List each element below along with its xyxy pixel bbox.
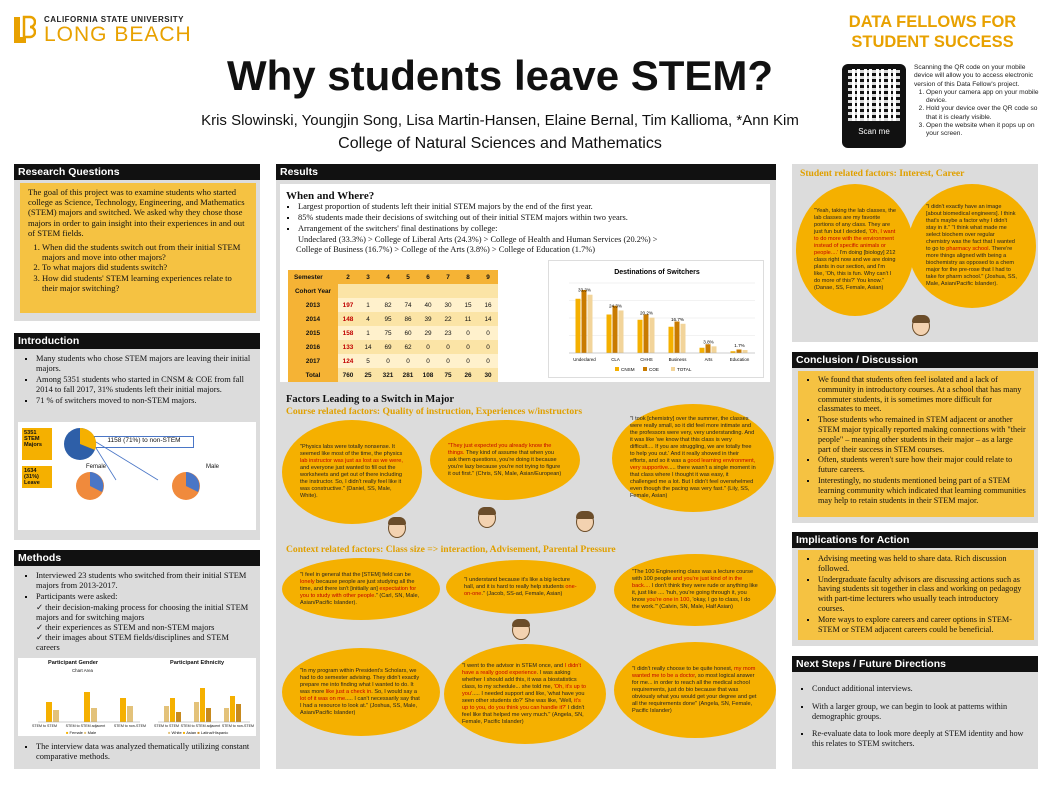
next-step-bullet: ▪ With a larger group, we can begin to look at patterns within demographic groups. [812, 702, 1032, 722]
gender-chart-title: Participant Gender [48, 660, 99, 666]
conclusion-bullet: ▪ We found that students often feel isolated and a lack of community in introductory courses. At a school that has many commuter students, it is sometimes more difficult for classmates to meet. [818, 375, 1026, 414]
table-cell: 95 [378, 312, 398, 326]
table-row-label: 2017 [288, 354, 338, 368]
chart-bar [644, 315, 649, 354]
ethnicity-bar [236, 704, 241, 722]
factors-title: Factors Leading to a Switch in Major [286, 394, 454, 405]
chart-bar [588, 295, 593, 353]
table-row-label: 2016 [288, 340, 338, 354]
chart-category-label: CLA [611, 357, 620, 362]
chart-legend-swatch [671, 367, 675, 371]
table-row-label: 2013 [288, 298, 338, 312]
logo-bottom-text: LONG BEACH [44, 22, 192, 46]
quote-text: "I understand because it's like a big lecture hall, and it is hard to really help students one-on-one." (Jacob, SS-ad, Female, Asian) [464, 576, 577, 597]
table-row-label: 2015 [288, 326, 338, 340]
ethnicity-chart-title: Participant Ethnicity [170, 660, 225, 666]
student-face-icon [512, 620, 530, 640]
fig-connector [96, 442, 158, 480]
qr-step: 1. Open your camera app on your mobile device. [926, 89, 1046, 106]
table-cell: 39 [418, 312, 438, 326]
table-cell: 74 [398, 298, 418, 312]
table-cell: 197 [338, 298, 358, 312]
table-row [288, 326, 498, 340]
table-row [288, 340, 498, 354]
destinations-chart-svg [549, 261, 765, 379]
qr-intro: Scanning the QR code on your mobile device will allow you to access electronic version of this Data Fellow's project. [914, 64, 1034, 88]
table-cell: 108 [418, 368, 438, 382]
gender-cat: STEM to STEM [32, 724, 57, 728]
next-steps-text [800, 684, 1032, 750]
methods-final [24, 742, 254, 763]
authors: Kris Slowinski, Youngjin Song, Lisa Martin-Hansen, Elaine Bernal, Tim Kallioma, *Ann Kim [201, 112, 799, 129]
introduction-figure [18, 422, 256, 530]
table-cell: 0 [438, 340, 458, 354]
chart-data-label: 33.3% [577, 287, 592, 293]
gender-bar [84, 692, 90, 722]
gender-bar [46, 702, 52, 722]
chart-bar [675, 322, 680, 354]
qr-code[interactable] [842, 64, 906, 148]
chart-data-label: 16.7% [670, 316, 685, 322]
conclusion-bullet: ▪ Interestingly, no students mentioned being part of a STEM learning community which indicated that learning communities may help to retain students in their STEM major. [818, 476, 1026, 505]
chart-bar [700, 348, 705, 353]
table-cell: 0 [438, 354, 458, 368]
gender-bar [127, 706, 133, 722]
table-cell: 0 [478, 354, 498, 368]
table-cell: 75 [438, 368, 458, 382]
ethnicity-legend: ■ White ■ Asian ■ Latina/Hispanic [168, 730, 229, 735]
chart-legend-swatch [615, 367, 619, 371]
methods-check: ✓ their experiences as STEM and non-STEM majors [36, 623, 215, 632]
quote-bubble [282, 648, 440, 736]
implications-bullet: ▪ Undergraduate faculty advisors are discussing actions such as having students sit together in class and working on pedagogy with part-time lecturers who usually teach introductory courses. [818, 575, 1026, 614]
college-name: College of Natural Sciences and Mathematics [338, 135, 662, 152]
next-steps-heading: Next Steps / Future Directions [792, 656, 1038, 672]
qr-step: 3. Open the website when it pops up on your screen. [926, 122, 1046, 139]
introduction-heading: Introduction [14, 333, 260, 349]
ethnicity-legend-item: Asian [186, 730, 197, 735]
table-cell: 16 [478, 298, 498, 312]
methods-charts [18, 658, 256, 736]
fig-female-label: Female [86, 464, 107, 470]
quote-bubble [614, 554, 776, 626]
chart-bar [638, 320, 643, 353]
chart-data-label: 20.2% [639, 310, 654, 316]
table-col-header: 5 [398, 270, 418, 284]
chart-bar [706, 344, 711, 353]
table-cell: 0 [478, 326, 498, 340]
gender-bar [91, 708, 97, 722]
table-cell: 133 [338, 340, 358, 354]
conclusion-bullet: ▪ Often, students weren't sure how their major could relate to future careers. [818, 455, 1026, 475]
chart-bar [619, 310, 624, 353]
gender-legend-item: Female [69, 730, 83, 735]
course-factors-subtitle: Course related factors: Quality of instruction, Experiences w/instructors [286, 406, 583, 417]
next-step-bullet: ▪ Conduct additional interviews. [812, 684, 1032, 694]
methods-check: ✓ their images about STEM fields/disciplines and STEM careers [36, 633, 229, 652]
student-face-icon [478, 508, 496, 528]
gender-cat-labels [32, 724, 146, 728]
table-cell: 148 [338, 312, 358, 326]
when-bullet: ▪ Largest proportion of students left their initial STEM majors by the end of the first year. [298, 202, 766, 212]
chart-legend-label: TOTAL [677, 367, 692, 372]
table-col-header: 8 [458, 270, 478, 284]
table-col-header: 6 [418, 270, 438, 284]
chart-category-label: Business [668, 357, 687, 362]
methods-check: ✓ their decision-making process for choosing the initial STEM majors and for switching majors [36, 603, 249, 622]
table-corner-top: Semester [294, 273, 323, 281]
conclusion-box [798, 371, 1034, 517]
table-row [288, 298, 498, 312]
lb-logo-icon [12, 15, 36, 45]
table-cell: 86 [398, 312, 418, 326]
table-row-label: 2014 [288, 312, 338, 326]
table-cell: 158 [338, 326, 358, 340]
chart-bar [613, 306, 618, 353]
quote-text: "In my program within President's Scholars, we had to do semester advising. They didn't exactly prepare me into finding what I wanted to do. It was more like just a check in. So, I would say a lot of it was on me..... I can't necessarily say that I had a resource to look at." (Joshua, SS, Male, Asian/Pacific Islander) [300, 667, 420, 716]
table-cell: 82 [378, 298, 398, 312]
chart-category-label: Undeclared [573, 357, 596, 362]
ethnicity-bar [164, 706, 169, 722]
table-cell: 281 [398, 368, 418, 382]
table-cell: 321 [378, 368, 398, 382]
methods-bullet: ▪ Participants were asked: [36, 592, 254, 602]
ethnicity-bar [200, 688, 205, 722]
semester-table [288, 270, 498, 382]
when-title: When and Where? [286, 190, 375, 202]
table-col-header: 9 [478, 270, 498, 284]
chart-bar [582, 290, 587, 353]
table-cell: 4 [358, 312, 378, 326]
ethnicity-legend-item: White [171, 730, 182, 735]
table-cell: 14 [358, 340, 378, 354]
fig-pies [18, 422, 256, 530]
dest-line: College of Business (16.7%) > College of the Arts (3.8%) > College of Education (1.7%) [296, 245, 596, 254]
data-fellows-title: DATA FELLOWS FOR STUDENT SUCCESS [848, 13, 1017, 51]
qr-label: Scan me [858, 127, 890, 136]
ethnicity-bar [224, 708, 229, 722]
conclusion-bullet: ▪ Those students who remained in STEM adjacent or another STEM major typically reported making connections with "their people" – meaning other students in their major – as a large part of their success in STEM courses. [818, 415, 1026, 454]
ethnicity-cat: STEM to STEM adjacent [180, 724, 221, 728]
ethnicity-bar [176, 712, 181, 722]
chart-bar [743, 350, 748, 353]
chart-bar [669, 327, 674, 353]
quote-bubble [612, 404, 774, 512]
table-cell: 69 [378, 340, 398, 354]
chart-legend-swatch [643, 367, 647, 371]
table-cell: 11 [458, 312, 478, 326]
table-corner [288, 270, 338, 284]
chart-category-label: CHHS [640, 357, 653, 362]
chart-bar [607, 315, 612, 354]
methods-bullet: ▪ Interviewed 23 students who switched from their initial STEM majors from 2013-2017. [36, 571, 254, 591]
when-text [286, 202, 766, 255]
table-cell: 0 [458, 340, 478, 354]
chart-bar [681, 324, 686, 353]
results-heading: Results [276, 164, 776, 180]
quote-text: "The 100 Engineering class was a lecture course with 100 people and you're just kind of in the back.... I don't think they were rude or anything like it, just like .... 'huh, you're going through it, you know you're one in 100, 'okay, I go to class, I do the work.'" (Calvin, SN, Male, Half Asian) [632, 569, 758, 610]
conclusion-heading: Conclusion / Discussion [792, 352, 1038, 368]
table-cell: 1 [358, 298, 378, 312]
chart-legend-label: CNSM [621, 367, 635, 372]
methods-heading: Methods [14, 550, 260, 566]
methods-check-text: their experiences as STEM and non-STEM majors [45, 623, 215, 632]
quote-bubble [446, 560, 596, 614]
ethnicity-bar [230, 696, 235, 722]
table-cell: 30 [478, 368, 498, 382]
ethnicity-bar [206, 708, 211, 722]
table-cell: 0 [458, 326, 478, 340]
table-cell: 40 [418, 298, 438, 312]
ethnicity-bar [194, 702, 199, 722]
methods-final-bullet: ▪ The interview data was analyzed thematically utilizing constant comparative methods. [36, 742, 254, 762]
chart-legend-label: COE [649, 367, 659, 372]
gender-bar [53, 710, 59, 722]
table-cell: 75 [378, 326, 398, 340]
quote-bubble [908, 184, 1036, 308]
qr-instructions [914, 64, 1046, 139]
quote-text: "I didn't really choose to be quite honest, my mom wanted me to be a doctor, so most logical answer for me... in order to reach all the medical school requirements, just do bio because that was obviously what you would get your degree and get all the requirements done" (Angela, SN, Female, Pacific Islander) [632, 665, 757, 714]
table-cell: 26 [458, 368, 478, 382]
fig-1158-label: 1158 (71%) to non-STEM [94, 436, 194, 448]
quote-text: "I feel in general that the [STEM] field can be lonely because people are just studying all the time, and there isn't [initially an] expectation for you to study with other people." (Carl, SN, Male, Asian/Pacific Islander). [300, 571, 420, 606]
implications-heading: Implications for Action [792, 532, 1038, 548]
research-intro: The goal of this project was to examine students who started college as Science, Technology, Engineering, and Mathematics (STEM) majors and switched. We asked why they chose those majors in order to gain insight into their experiences in and out of STEM fields. [28, 187, 245, 238]
quote-text: "Yeah, taking the lab classes, the lab classes are my favorite portions of any class. They are just fun but I decided, 'Oh, I want to do more with the environment instead of specific animals or people....' I'm doing [biology] 212 class right now and we are doing plants in our section, and I'm like, 'Oh, this is fun. Why can't I do more of this?' You know." (Danae, SS, Female, Asian) [814, 208, 897, 291]
table-cell: 124 [338, 354, 358, 368]
table-cell: 22 [438, 312, 458, 326]
quote-text: "I took [chemistry] over the summer, the classes were really small, so it did feel more intimate and the professors were very, very understanding. And it was like 'we know that this class is very difficult.... If you are struggling, we are totally free to help you out.' And it really showed in their efforts, and so it was a good learning environment, very supportive..... there wasn't a single moment in that class where I thought it was easy, it challenged me a lot. But I didn't feel overwhelmed even though the pacing was very fast." (Lily, SS, Female, Asian) [630, 416, 756, 499]
fig-1634-badge: 1634 (31%) Leave [22, 466, 52, 488]
research-question: 1. When did the students switch out from their initial STEM majors and move into other majors? [42, 242, 248, 262]
logo-top-text: CALIFORNIA STATE UNIVERSITY [44, 14, 185, 24]
implications-bullet: ▪ More ways to explore careers and career options in STEM-STEM or STEM adjacent careers could be beneficial. [818, 615, 1026, 635]
table-cell: 1 [358, 326, 378, 340]
table-cell: 60 [398, 326, 418, 340]
when-bullet: ▪ Arrangement of the switchers' final destinations by college: [298, 224, 766, 234]
chart-category-label: Arts [704, 357, 713, 362]
introduction-text [24, 354, 254, 407]
introduction-bullet: ▪ Among 5351 students who started in CNSM & COE from fall 2014 to fall 2017, 31% students left their initial majors. [36, 375, 254, 395]
context-factors-subtitle: Context related factors: Class size => interaction, Advisement, Parental Pressure [286, 544, 616, 555]
university-logo [12, 10, 212, 50]
qr-code-icon [848, 69, 900, 121]
research-question: 3. How did students' STEM learning experiences relate to their major switching? [42, 273, 248, 293]
gender-chart-sub: Chart Area [72, 668, 93, 673]
table-cell: 25 [358, 368, 378, 382]
quote-bubble [430, 420, 580, 500]
chart-bar [737, 350, 742, 354]
table-row [288, 368, 498, 382]
table-row-label: Total [288, 368, 338, 382]
quote-text: "Physics labs were totally nonsense. It seemed like most of the time, the physics lab instructor was just as lost as we were, and everyone just wanted to fill out the worksheets and get out of there including the instructor. So, I didn't really feel like it was constructive." (Daniel, SS, Male, White). [300, 444, 403, 499]
student-face-icon [576, 512, 594, 532]
quote-text: "They just expected you already know the things. They kind of assume that when you ask them questions, you're doing it because you're lazy because you're not trying to figure it out first." (Chris, SN, Male, Asian/European) [448, 442, 562, 477]
methods-check-text: their decision-making process for choosing the initial STEM majors and for switching majors [36, 603, 249, 622]
fig-male-label: Male [206, 464, 220, 470]
implications-box [798, 550, 1034, 640]
ethnicity-cat-labels [154, 724, 254, 728]
methods-text [24, 571, 254, 653]
chart-title: Destinations of Switchers [614, 269, 700, 276]
chart-category-label: Education [729, 357, 750, 362]
ethnicity-bar [170, 698, 175, 722]
table-cell: 0 [398, 354, 418, 368]
student-face-icon [388, 518, 406, 538]
table-col-header: 3 [358, 270, 378, 284]
fig-5351-badge: 5351 STEM Majors [22, 428, 52, 460]
table-cell: 29 [418, 326, 438, 340]
gender-legend: ■ Female ■ Male [66, 730, 97, 735]
dest-line: Undeclared (33.3%) > College of Liberal Arts (24.3%) > College of Health and Human Services (20.2%) > [298, 235, 658, 244]
destinations-chart [548, 260, 764, 378]
table-cell: 14 [478, 312, 498, 326]
table-cell: 760 [338, 368, 358, 382]
table-cell: 5 [358, 354, 378, 368]
poster-title: Why students leave STEM? [226, 52, 774, 99]
ethnicity-cat: STEM to non-STEM [221, 724, 254, 728]
introduction-bullet: ▪ Many students who chose STEM majors are leaving their initial majors. [36, 354, 254, 374]
chart-data-label: 24.3% [608, 303, 623, 309]
student-face-icon [912, 316, 930, 336]
chart-data-label: 1.7% [734, 343, 745, 349]
chart-bar [576, 299, 581, 353]
when-bullet: ▪ 85% students made their decisions of switching out of their initial STEM majors within two years. [298, 213, 766, 223]
table-cell: 0 [378, 354, 398, 368]
qr-step: 2. Hold your device over the QR code so that it is clearly visible. [926, 105, 1046, 122]
gender-bar [120, 698, 126, 722]
table-cell: 15 [458, 298, 478, 312]
table-col-header: 2 [338, 270, 358, 284]
table-cell: 62 [398, 340, 418, 354]
table-row [288, 312, 498, 326]
quote-bubble [444, 644, 606, 744]
gender-legend-item: Male [87, 730, 97, 735]
table-col-header: 4 [378, 270, 398, 284]
quote-text: "I didn't exactly have an image [about biomedical engineers]. I think that's maybe a factor why I didn't stay in it." "I think what made me select biochem over regular chemistry was the fact that I wanted to go to pharmacy school. There're more things aligned with being a biochemistry as opposed to a chem major for the pre-rose that I had to take for pharm school." (Joshua, SS, Male, Asian/Pacific Islander). [926, 204, 1017, 287]
methods-check-text: their images about STEM fields/disciplines and STEM careers [36, 633, 229, 652]
table-corner-bottom: Cohort Year [288, 284, 338, 298]
research-box [20, 183, 256, 313]
chart-bar [712, 346, 717, 353]
introduction-bullet: ▪ 71 % of switchers moved to non-STEM majors. [36, 396, 254, 406]
table-cell: 30 [438, 298, 458, 312]
table-col-header: 7 [438, 270, 458, 284]
chart-bar [650, 318, 655, 353]
research-question: 2. To what majors did students switch? [42, 262, 248, 272]
quote-bubble [282, 420, 422, 524]
gender-cat: STEM to non-STEM [113, 724, 146, 728]
table-cell: 0 [478, 340, 498, 354]
gender-cat: STEM to STEM adjacent [65, 724, 106, 728]
quote-bubble [282, 558, 440, 620]
table-row [288, 354, 498, 368]
implications-bullet: ▪ Advising meeting was held to share data. Rich discussion followed. [818, 554, 1026, 574]
next-step-bullet: ▪ Re-evaluate data to look more deeply at STEM identity and how this relates to STEM switchers. [812, 729, 1032, 749]
ethnicity-cat: STEM to STEM [154, 724, 179, 728]
quote-bubble [614, 642, 776, 738]
table-cell: 0 [418, 340, 438, 354]
quote-bubble [796, 184, 914, 316]
student-factors-heading: Student related factors: Interest, Career [800, 168, 965, 179]
table-cell: 23 [438, 326, 458, 340]
quote-text: "I went to the advisor in STEM once, and I didn't have a really good experience. I was asking whether I should add this, it was a biostatistics class, to my schedule... she told me, 'Oh, it's up to you'..... I needed support and like, 'what have you seen other students do?' She was like, 'Well, it's up to you, do you think you can handle it?' I didn't feel like that helped me very much." (Angela, SN, Female, Pacific Islander) [462, 662, 587, 725]
research-heading: Research Questions [14, 164, 260, 180]
chart-data-label: 3.8% [703, 339, 714, 345]
table-cell: 0 [458, 354, 478, 368]
ethnicity-legend-item: Latina/Hispanic [200, 730, 229, 735]
table-cell: 0 [418, 354, 438, 368]
